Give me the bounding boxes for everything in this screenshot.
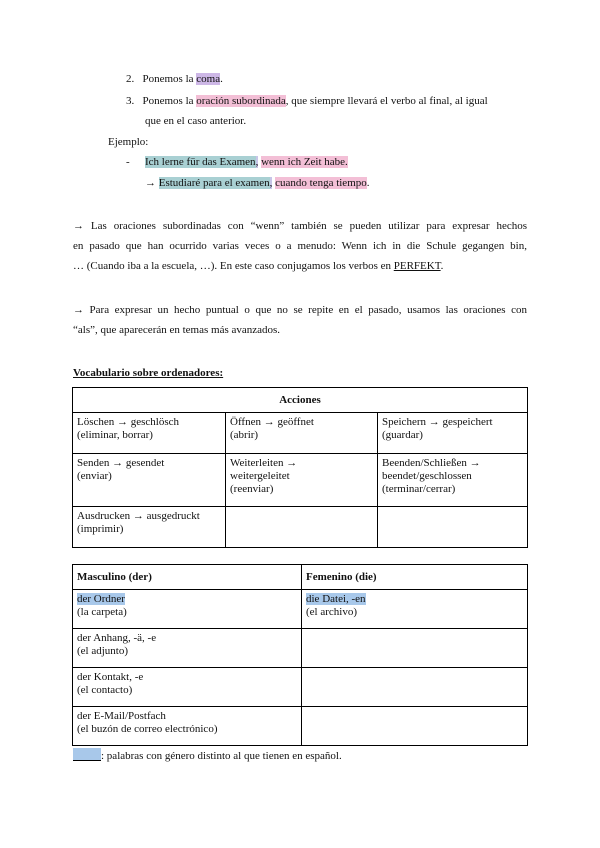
- table-cell: [378, 507, 528, 548]
- list-number: 3.: [126, 95, 135, 107]
- list-number: 2.: [126, 73, 135, 85]
- list-item-3: 3. Ponemos la oración subordinada, que siempre llevará el verbo al final, al igual: [126, 95, 488, 107]
- vocab-heading: Vocabulario sobre ordenadores:: [73, 367, 224, 379]
- table-row: [73, 590, 528, 629]
- table-cell: Weiterleiten → weitergeleitet (reenviar): [226, 454, 378, 507]
- list-text: Ponemos la: [142, 73, 197, 85]
- list-item-2: 2. Ponemos la coma.: [126, 73, 223, 85]
- actions-header: Acciones: [73, 388, 528, 413]
- table-row: [73, 629, 528, 668]
- paragraph-wenn-past: → Las oraciones subordinadas con “wenn” también se pueden utilizar para expresar hechos en pasado que han ocurrido varias veces o a menudo: Wenn ich in die Schule gegangen bin, … (Cuando iba a la escuela, …). En este caso conjugamos los verbos en PERFEKT.: [73, 220, 527, 272]
- legend-swatch: [73, 748, 101, 761]
- example-german-sentence: Ich lerne für das Examen, wenn ich Zeit habe.: [145, 156, 348, 168]
- table-cell: der Kontakt, -e (el contacto): [73, 668, 302, 707]
- table-row: [73, 507, 528, 548]
- example-german: -: [126, 156, 130, 168]
- table-cell: der Ordner (la carpeta): [73, 590, 302, 629]
- table-cell: Senden → gesendet (enviar): [73, 454, 226, 507]
- highlight-coma: coma: [196, 73, 221, 85]
- table-row: [73, 454, 528, 507]
- table-row: [73, 668, 528, 707]
- table-cell: Öffnen → geöffnet (abrir): [226, 413, 378, 454]
- table-cell: die Datei, -en (el archivo): [302, 590, 528, 629]
- table-row: [73, 707, 528, 746]
- masculine-header: Masculino (der): [73, 565, 302, 590]
- legend: [73, 748, 342, 763]
- list-item-3-continuation: que en el caso anterior.: [145, 115, 247, 127]
- actions-table: [72, 387, 528, 548]
- legend-text: : palabras con género distinto al que tienen en español.: [101, 750, 342, 762]
- example-spanish-sentence: → Estudiaré para el examen, cuando tenga tiempo.: [145, 177, 370, 189]
- highlight-oracion-subordinada: oración subordinada: [196, 95, 286, 107]
- table-cell: [302, 629, 528, 668]
- table-cell: Speichern → gespeichert (guardar): [378, 413, 528, 454]
- table-cell: [302, 707, 528, 746]
- table-cell: [302, 668, 528, 707]
- table-row: [73, 413, 528, 454]
- paragraph-als: → Para expresar un hecho puntual o que no se repite en el pasado, usamos las oraciones con “als”, que aparecerán en temas más avanzados.: [73, 304, 527, 336]
- gender-table: [72, 564, 528, 746]
- feminine-header: Femenino (die): [302, 565, 528, 590]
- table-cell: Löschen → geschlösch (eliminar, borrar): [73, 413, 226, 454]
- table-cell: Beenden/Schließen → beendet/geschlossen (terminar/cerrar): [378, 454, 528, 507]
- table-cell: der Anhang, -ä, -e (el adjunto): [73, 629, 302, 668]
- perfekt-link[interactable]: PERFEKT: [393, 260, 441, 272]
- table-cell: der E-Mail/Postfach (el buzón de correo electrónico): [73, 707, 302, 746]
- example-label: Ejemplo:: [108, 136, 149, 148]
- table-cell: Ausdrucken → ausgedruckt (imprimir): [73, 507, 226, 548]
- table-cell: [226, 507, 378, 548]
